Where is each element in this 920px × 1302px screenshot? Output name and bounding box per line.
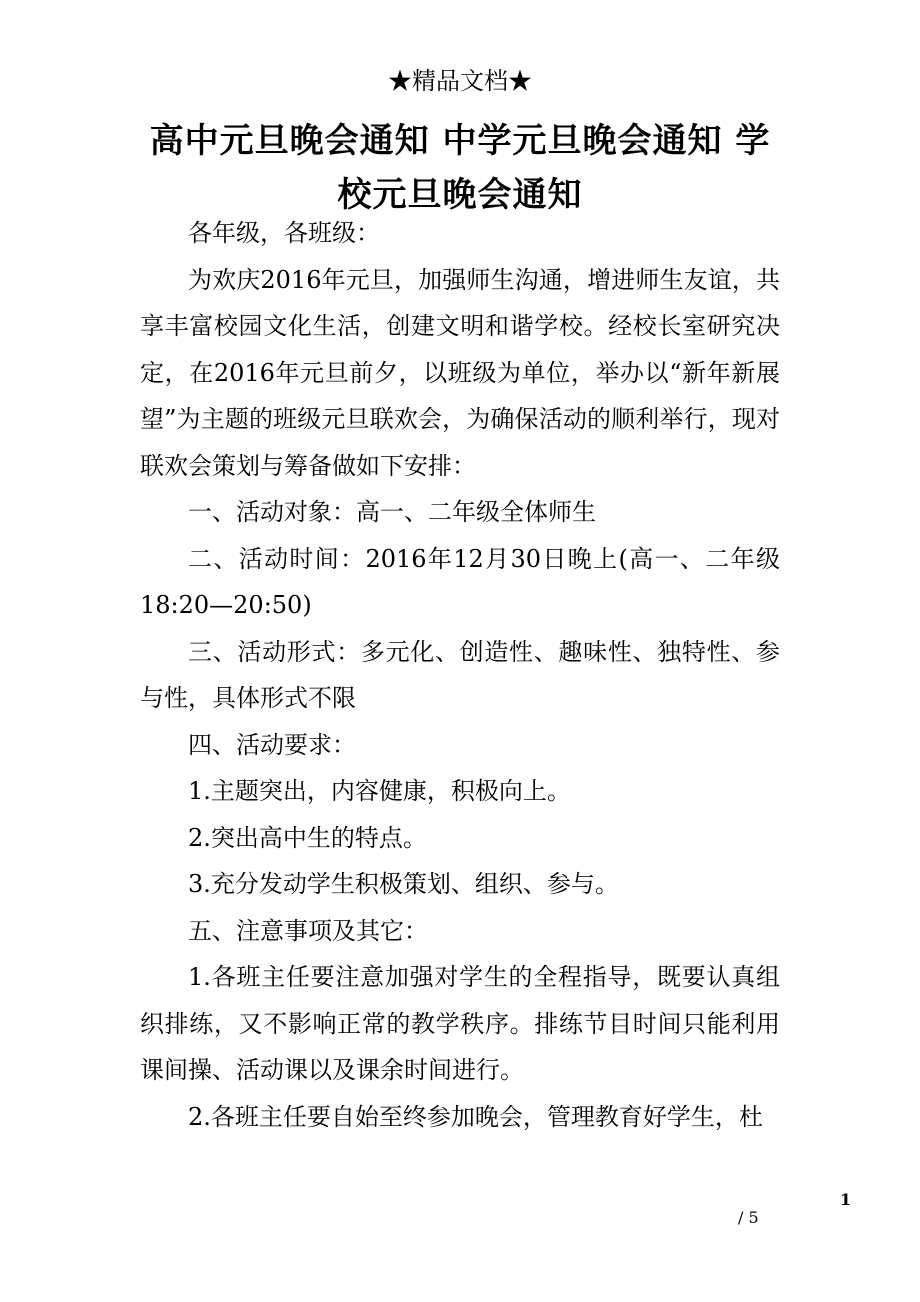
section-activity-requirements: 四、活动要求： <box>188 730 356 759</box>
requirement-item: 1.主题突出，内容健康，积极向上。 <box>188 777 571 805</box>
page-total: / 5 <box>738 1208 759 1227</box>
note-item: 2.各班主任要自始至终参加晚会，管理教育好学生，杜 <box>188 1102 763 1131</box>
document-body <box>140 210 780 1140</box>
salutation: 各年级，各班级： <box>188 219 380 247</box>
note-item: 1.各班主任要注意加强对学生的全程指导，既要认真组织排练，又不影响正常的教学秩序。排练节目时间只能利用课间操、活动课以及课余时间进行。 <box>140 963 780 1084</box>
page-number: 1 <box>840 1190 852 1209</box>
document-header-label: ★精品文档★ <box>388 67 532 95</box>
section-activity-time: 二、活动时间：2016年12月30日晚上(高一、二年级18:20—20:50) <box>140 544 780 619</box>
section-activity-target: 一、活动对象：高一、二年级全体师生 <box>188 498 596 526</box>
requirement-item: 3.充分发动学生积极策划、组织、参与。 <box>188 870 619 898</box>
section-activity-form: 三、活动形式：多元化、创造性、趣味性、独特性、参与性，具体形式不限 <box>140 637 780 712</box>
document-title: 高中元旦晚会通知 中学元旦晚会通知 学校元旦晚会通知 <box>149 121 771 215</box>
requirement-item: 2.突出高中生的特点。 <box>188 823 427 852</box>
intro-paragraph: 为欢庆2016年元旦，加强师生沟通，增进师生友谊，共享丰富校园文化生活，创建文明和谐学校。经校长室研究决定，在2016年元旦前夕，以班级为单位，举办以“新年新展望”为主题的班级元旦联欢会，为确保活动的顺利举行，现对联欢会策划与筹备做如下安排： <box>140 265 780 480</box>
section-notes: 五、注意事项及其它： <box>188 916 428 945</box>
